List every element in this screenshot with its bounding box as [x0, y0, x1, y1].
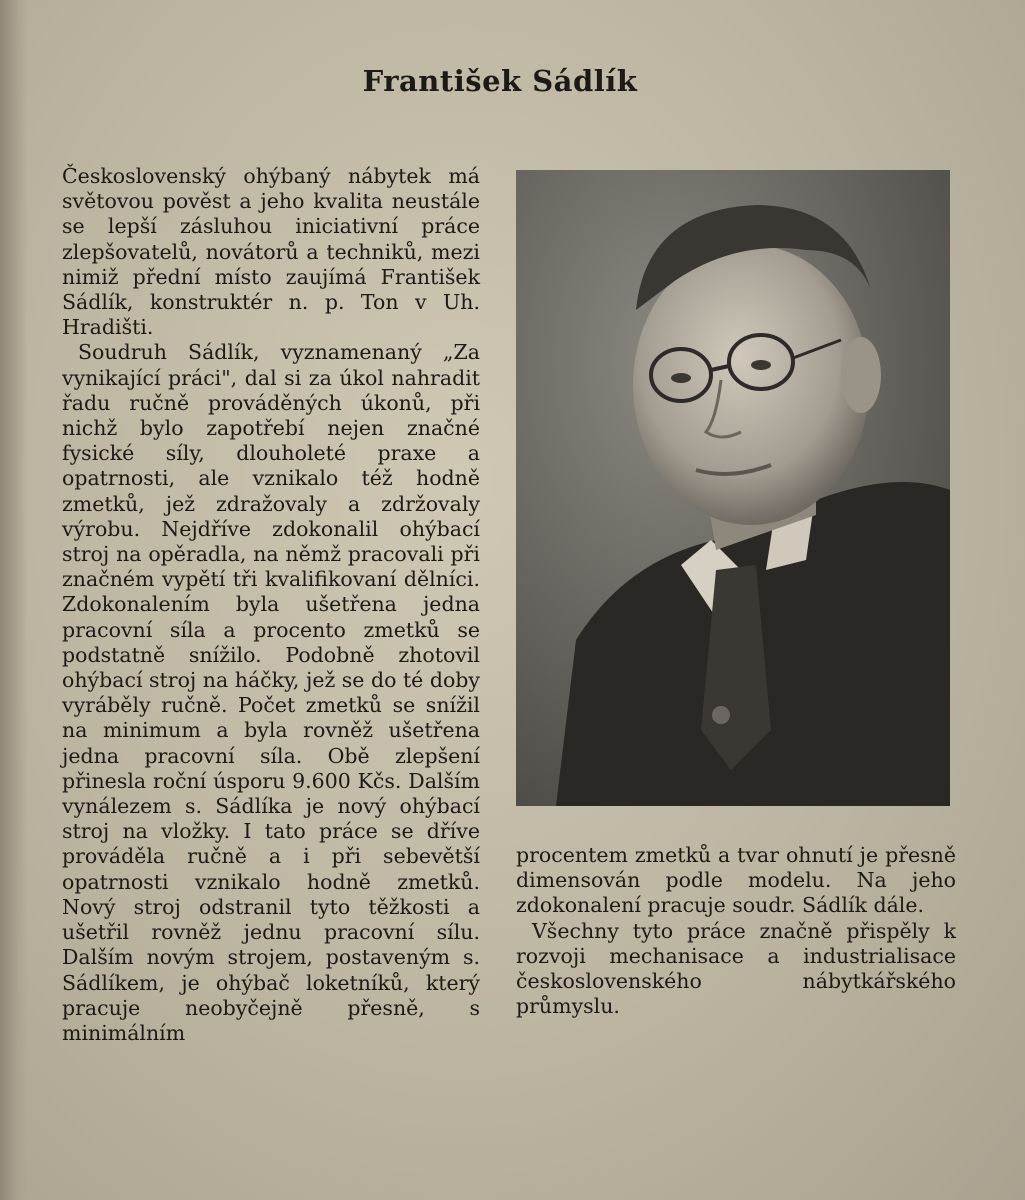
article-right-column [516, 843, 956, 1019]
article-left-column [62, 164, 480, 1046]
article-title: František Sádlík [362, 64, 638, 98]
paragraph-conclusion: Všechny tyto práce značně přispěly k rozvoji mechanisace a industrialisace československého nábytkářského průmyslu. [516, 918, 956, 1019]
paragraph-achievements: Soudruh Sádlík, vyznamenaný „Za vynikající práci", dal si za úkol nahradit řadu ručně prováděných úkonů, při nichž bylo zapotřebí nejen značné fysické síly, dlouholeté praxe a opatrnosti, ale vznikalo též hodně zmetků, jež zdražovaly a zdržovaly výrobu. Nejdříve zdokonalil ohýbací stroj na opěradla, na němž pracovali při značném vypětí tři kvalifikovaní dělníci. Zdokonalením byla ušetřena jedna pracovní síla a procento zmetků se podstatně snížilo. Podobně zhotovil ohýbací stroj na háčky, jež se do té doby vyráběly ručně. Počet zmetků se snížil na minimum a byla rovněž ušetřena jedna pracovní síla. Obě zlepšení přinesla roční úsporu 9.600 Kčs. Dalším vynálezem s. Sádlíka je nový ohýbací stroj na vložky. I tato práce se dříve prováděla ručně a i při sebevětší opatrnosti vznikalo hodně zmetků. Nový stroj odstranil tyto těžkosti a ušetřil rovněž jednu pracovní sílu. Dalším novým strojem, postaveným s. Sádlíkem, je ohýbač loketníků, který pracuje neobyčejně přesně, s minimálním [62, 340, 480, 1045]
portrait-illustration [516, 170, 950, 806]
paragraph-continuation: procentem zmetků a tvar ohnutí je přesně dimensován podle modelu. Na jeho zdokonalení pracuje soudr. Sádlík dále. [516, 843, 956, 918]
portrait-photo [516, 170, 950, 806]
paragraph-intro: Československý ohýbaný nábytek má světovou pověst a jeho kvalita neustále se lepší zásluhou iniciativní práce zlepšovatelů, novátorů a techniků, mezi nimiž přední místo zaujímá František Sádlík, konstruktér n. p. Ton v Uh. Hradišti. [62, 164, 480, 340]
page-fold-shadow [0, 0, 28, 1200]
